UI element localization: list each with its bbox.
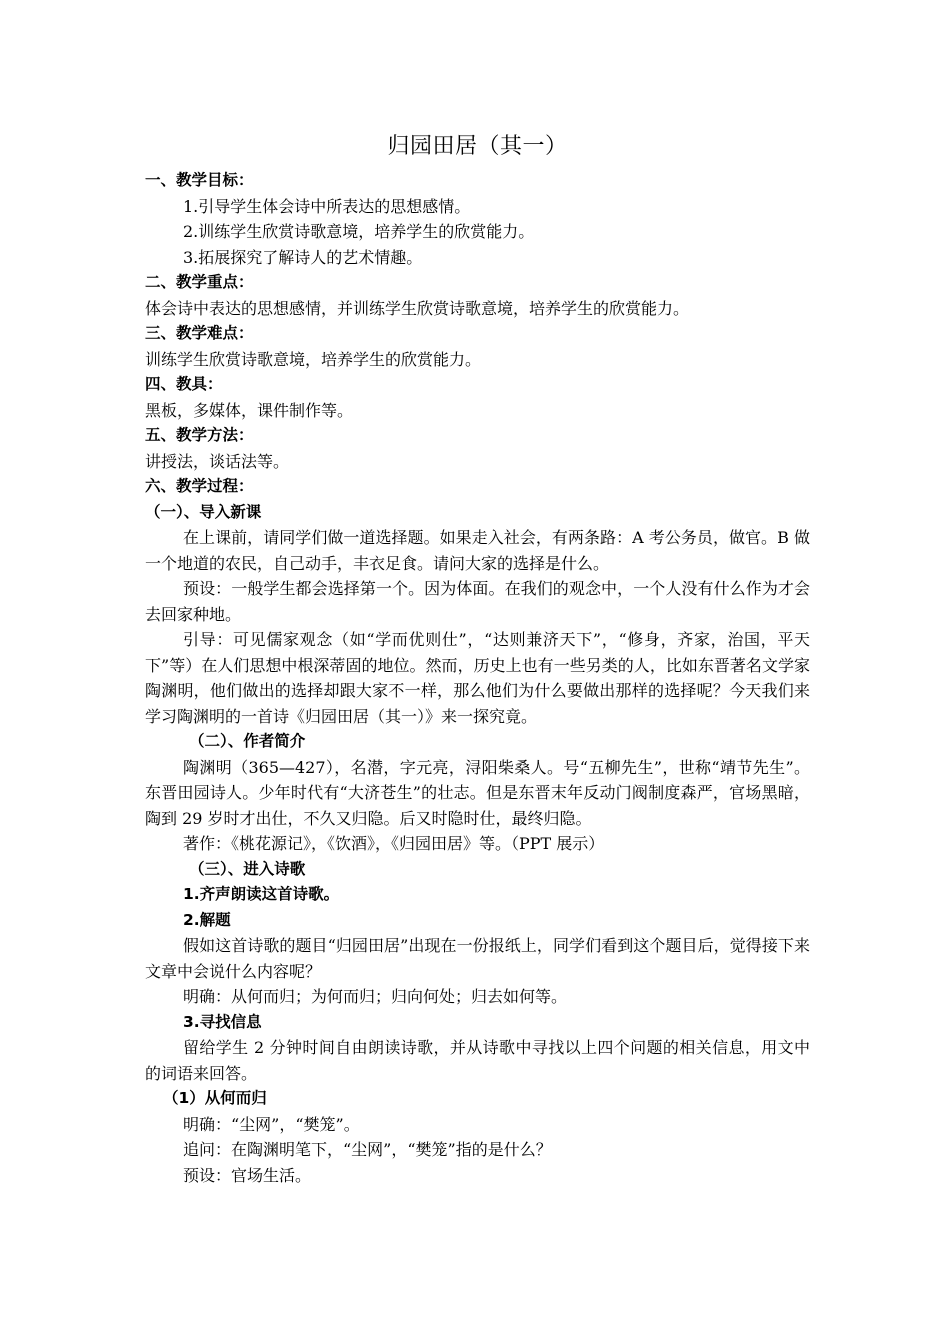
introduction-paragraph-3: 引导：可见儒家观念（如“学而优则仕”，“达则兼济天下”，“修身，齐家，治国，平天下”等）在人们思想中根深蒂固的地位。然而，历史上也有一些另类的人，比如东晋著名文学家陶渊明，他们做出的选择却跟大家不一样，那么他们为什么要做出那样的选择呢？今天我们来学习陶渊明的一首诗《归园田居（其一）》来一探究竟。 (145, 630, 810, 726)
introduction-paragraph-2: 预设：一般学生都会选择第一个。因为体面。在我们的观念中，一个人没有什么作为才会去回家种地。 (145, 579, 810, 624)
find-info-paragraph: 留给学生 2 分钟时间自由朗读诗歌，并从诗歌中寻找以上四个问题的相关信息，用文中的词语来回答。 (145, 1038, 810, 1083)
introduction-paragraph-1: 在上课前，请同学们做一道选择题。如果走入社会，有两条路：A 考公务员，做官。B 做一个地道的农民，自己动手，丰衣足食。请问大家的选择是什么。 (145, 528, 810, 573)
objective-item-3: 3.拓展探究了解诗人的艺术情趣。 (183, 247, 423, 267)
document-page (145, 130, 810, 1188)
teaching-aids-text: 黑板，多媒体，课件制作等。 (145, 400, 354, 420)
section-heading-objectives: 一、教学目标： (145, 171, 254, 189)
section-heading-difficulties: 三、教学难点： (145, 324, 254, 342)
author-paragraph-2: 著作：《桃花源记》，《饮酒》，《归园田居》等。（PPT 展示） (183, 834, 605, 853)
page-title: 归园田居（其一） (387, 134, 568, 159)
objective-item-1: 1.引导学生体会诗中所表达的思想感情。 (183, 196, 471, 216)
question-line-3: 预设：官场生活。 (183, 1165, 312, 1185)
step-heading-read-aloud: 1.齐声朗读这首诗歌。 (183, 885, 340, 903)
title-analysis-paragraph-1: 假如这首诗歌的题目“归园田居”出现在一份报纸上，同学们看到这个题目后，觉得接下来文章中会说什么内容呢？ (145, 936, 810, 981)
question-heading-where-from: （1）从何而归 (163, 1089, 267, 1107)
step-heading-title-analysis: 2.解题 (183, 910, 231, 929)
methods-text: 讲授法，谈话法等。 (145, 451, 290, 471)
subsection-heading-poem: （三）、进入诗歌 (189, 859, 306, 878)
question-line-1: 明确：“尘网”，“樊笼”。 (183, 1114, 360, 1134)
section-heading-key-points: 二、教学重点： (145, 273, 254, 291)
section-heading-teaching-aids: 四、教具： (145, 375, 223, 393)
key-points-text: 体会诗中表达的思想感情，并训练学生欣赏诗歌意境，培养学生的欣赏能力。 (145, 298, 690, 318)
objective-item-2: 2.训练学生欣赏诗歌意境，培养学生的欣赏能力。 (183, 222, 535, 241)
difficulties-text: 训练学生欣赏诗歌意境，培养学生的欣赏能力。 (145, 349, 482, 369)
step-heading-find-info: 3.寻找信息 (183, 1012, 262, 1031)
author-paragraph-1: 陶渊明（365—427），名潜，字元亮，浔阳柴桑人。号“五柳先生”，世称“靖节先生”。东晋田园诗人。少年时代有“大济苍生”的壮志。但是东晋末年反动门阀制度森严，官场黑暗，陶到 29 岁时才出仕，不久又归隐。后又时隐时仕，最终归隐。 (145, 757, 810, 828)
section-heading-process: 六、教学过程： (145, 477, 254, 495)
section-heading-methods: 五、教学方法： (145, 426, 254, 444)
subsection-heading-author: （二）、作者简介 (189, 732, 306, 750)
title-analysis-paragraph-2: 明确：从何而归；为何而归；归向何处；归去如何等。 (183, 987, 568, 1006)
subsection-heading-introduction: （一）、导入新课 (145, 502, 262, 521)
question-line-2: 追问：在陶渊明笔下，“尘网”，“樊笼”指的是什么？ (183, 1140, 552, 1159)
